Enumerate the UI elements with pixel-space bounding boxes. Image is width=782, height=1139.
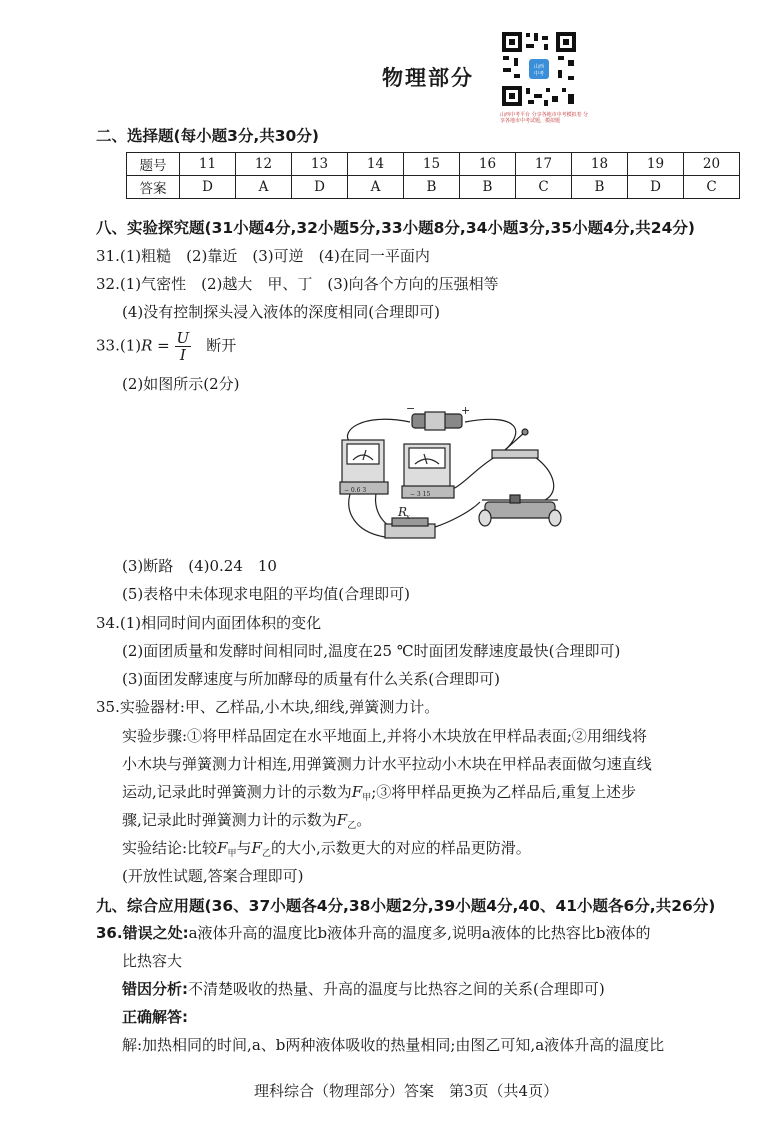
qr-code-image [500, 30, 578, 108]
answer-35-steps-1: 实验步骤:①将甲样品固定在水平地面上,并将小木块放在甲样品表面;②用细线将 [122, 727, 647, 745]
answer-32-part2: (4)没有控制探头浸入液体的深度相同(合理即可) [122, 303, 440, 321]
answer-label: 36.错误之处: [96, 924, 189, 942]
fraction-denominator: I [179, 346, 186, 364]
ammeter-scale: − 0.6 3 [344, 487, 367, 494]
table-cell: 14 [348, 153, 404, 176]
answer-35-steps-4 [122, 809, 371, 831]
row-label: 题号 [127, 153, 180, 176]
text-segment: 实验结论:比较 [122, 839, 218, 857]
table-cell: 12 [236, 153, 292, 176]
answer-33-suffix: 断开 [206, 336, 237, 355]
table-cell: D [292, 176, 348, 199]
table-cell: B [404, 176, 460, 199]
table-cell: 13 [292, 153, 348, 176]
text-segment: 与 [236, 839, 252, 857]
answer-33-part3: (3)断路 (4)0.24 10 [122, 557, 277, 575]
formula-subscript: 甲 [227, 849, 237, 859]
text-segment: 运动,记录此时弹簧测力计的示数为 [122, 783, 352, 801]
table-cell: 19 [628, 153, 684, 176]
answer-35-steps-2: 小木块与弹簧测力计相连,用弹簧测力计水平拉动小木块在甲样品表面做匀速直线 [122, 755, 652, 773]
text-segment: ;③将甲样品更换为乙样品后,重复上述步 [371, 783, 637, 801]
battery-minus-label: − [406, 402, 416, 415]
table-row [127, 176, 740, 199]
svg-text:中考: 中考 [533, 71, 545, 77]
answer-label: 正确解答: [122, 1008, 188, 1026]
table-cell: 15 [404, 153, 460, 176]
svg-text:山西: 山西 [533, 64, 545, 70]
answer-35-steps-3 [122, 781, 636, 803]
formula-subscript: 乙 [347, 821, 357, 831]
answer-33-prefix: 33.(1) [96, 336, 142, 355]
row-label: 答案 [127, 176, 180, 199]
resistor-subscript: x [406, 513, 410, 521]
table-cell: 20 [684, 153, 740, 176]
text-segment: 不清楚吸收的热量、升高的温度与比热容之间的关系(合理即可) [188, 980, 605, 998]
section-heading-choice: 二、选择题(每小题3分,共30分) [96, 127, 319, 145]
table-cell: 17 [516, 153, 572, 176]
fraction-numerator: U [176, 329, 190, 347]
table-cell: B [572, 176, 628, 199]
answer-label: 错因分析: [122, 980, 188, 998]
text-segment: 。 [356, 811, 372, 829]
answer-36-analysis [122, 978, 605, 999]
answer-33-part4: (5)表格中未体现求电阻的平均值(合理即可) [122, 585, 410, 603]
answer-34-part1: 34.(1)相同时间内面团体积的变化 [96, 614, 322, 632]
table-cell: C [516, 176, 572, 199]
table-row [127, 153, 740, 176]
answer-36-solution: 解:加热相同的时间,a、b两种液体吸收的热量相同;由图乙可知,a液体升高的温度比 [122, 1036, 665, 1054]
section-heading-experiment: 八、实验探究题(31小题4分,32小题5分,33小题8分,34小题3分,35小题4分,共24分) [96, 219, 695, 237]
table-cell: 18 [572, 153, 628, 176]
answer-34-part2: (2)面团质量和发酵时间相同时,温度在25 ℃时面团发酵速度最快(合理即可) [122, 642, 621, 660]
formula-variable: F [351, 783, 363, 801]
table-cell: A [348, 176, 404, 199]
table-cell: B [460, 176, 516, 199]
table-cell: 11 [180, 153, 236, 176]
battery-plus-label: + [461, 404, 471, 417]
answer-31: 31.(1)粗糙 (2)靠近 (3)可逆 (4)在同一平面内 [96, 247, 430, 265]
resistor-label: R [398, 505, 408, 519]
formula-variable: F [251, 839, 262, 857]
formula-variable: F [217, 839, 228, 857]
page-title: 物理部分 [382, 66, 474, 90]
answer-36-error [96, 922, 650, 943]
answer-36-correct-label [122, 1006, 188, 1027]
answer-33-part1 [96, 330, 236, 363]
table-cell: A [236, 176, 292, 199]
formula-variable: F [336, 811, 348, 829]
circuit-diagram [320, 402, 570, 550]
section-heading-comprehensive: 九、综合应用题(36、37小题各4分,38小题2分,39小题4分,40、41小题各6分,共26分) [96, 897, 716, 915]
answer-34-part3: (3)面团发酵速度与所加酵母的质量有什么关系(合理即可) [122, 670, 500, 688]
answer-35-equipment: 35.实验器材:甲、乙样品,小木块,细线,弹簧测力计。 [96, 698, 440, 716]
table-cell: D [628, 176, 684, 199]
table-cell: D [180, 176, 236, 199]
answer-33-part2: (2)如图所示(2分) [122, 375, 240, 393]
text-segment: 骤,记录此时弹簧测力计的示数为 [122, 811, 337, 829]
formula-subscript: 乙 [261, 849, 271, 859]
answer-table [126, 152, 740, 199]
answer-32-part1: 32.(1)气密性 (2)越大 甲、丁 (3)向各个方向的压强相等 [96, 275, 499, 293]
formula-subscript: 甲 [362, 793, 372, 803]
formula-equals: = [152, 336, 175, 355]
table-cell: 16 [460, 153, 516, 176]
qr-caption: 山西中考平台 分享各地市中考模拟卷 分享各地市中考试题，模拟题 [500, 112, 589, 124]
answer-36-error-cont: 比热容大 [122, 952, 183, 970]
formula-fraction [175, 330, 192, 363]
table-cell: C [684, 176, 740, 199]
page-footer: 理科综合（物理部分）答案 第3页（共4页） [254, 1082, 559, 1100]
answer-35-note: (开放性试题,答案合理即可) [122, 867, 304, 885]
voltmeter-scale: − 3 15 [410, 491, 431, 498]
text-segment: a液体升高的温度比b液体升高的温度多,说明a液体的比热容比b液体的 [188, 924, 651, 942]
formula-variable: R [141, 336, 153, 355]
text-segment: 的大小,示数更大的对应的样品更防滑。 [270, 839, 531, 857]
answer-35-conclusion [122, 837, 531, 859]
